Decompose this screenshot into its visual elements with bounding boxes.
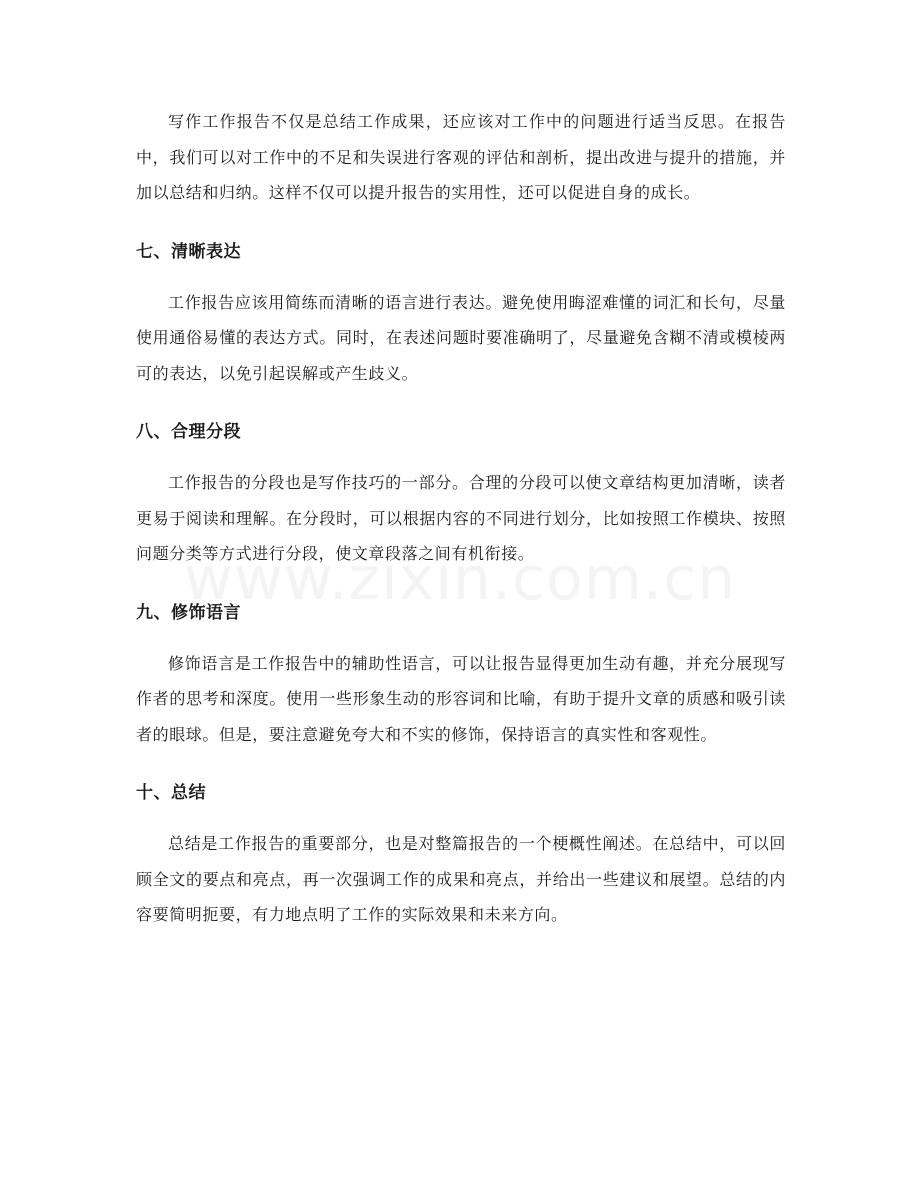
paragraph-clear-expression: 工作报告应该用简练而清晰的语言进行表达。避免使用晦涩难懂的词汇和长句，尽量使用通俗易懂的表达方式。同时，在表述问题时要准确明了，尽量避免含糊不清或模棱两可的表达，以免引起误解或产生歧义。 [136, 292, 786, 383]
section-heading-9: 九、修饰语言 [136, 602, 241, 623]
section-heading-7: 七、清晰表达 [136, 241, 241, 262]
section-heading-10: 十、总结 [136, 783, 206, 803]
paragraph-paragraphing: 工作报告的分段也是写作技巧的一部分。合理的分段可以使文章结构更加清晰，读者更易于阅读和理解。在分段时，可以根据内容的不同进行划分，比如按照工作模块、按照问题分类等方式进行分段，使文章段落之间有机衔接。 [136, 473, 786, 563]
paragraph-summary: 总结是工作报告的重要部分，也是对整篇报告的一个梗概性阐述。在总结中，可以回顾全文的要点和亮点，再一次强调工作的成果和亮点，并给出一些建议和展望。总结的内容要简明扼要，有力地点明了工作的实际效果和未来方向。 [136, 834, 786, 924]
document-body [136, 104, 786, 933]
paragraph-rhetoric: 修饰语言是工作报告中的辅助性语言，可以让报告显得更加生动有趣，并充分展现写作者的思考和深度。使用一些形象生动的形容词和比喻，有助于提升文章的质感和吸引读者的眼球。但是，要注意避免夸大和不实的修饰，保持语言的真实性和客观性。 [136, 653, 786, 744]
paragraph-intro: 写作工作报告不仅是总结工作成果，还应该对工作中的问题进行适当反思。在报告中，我们可以对工作中的不足和失误进行客观的评估和剖析，提出改进与提升的措施，并加以总结和归纳。这样不仅可以提升报告的实用性，还可以促进自身的成长。 [136, 112, 786, 202]
section-heading-8: 八、合理分段 [136, 422, 241, 442]
